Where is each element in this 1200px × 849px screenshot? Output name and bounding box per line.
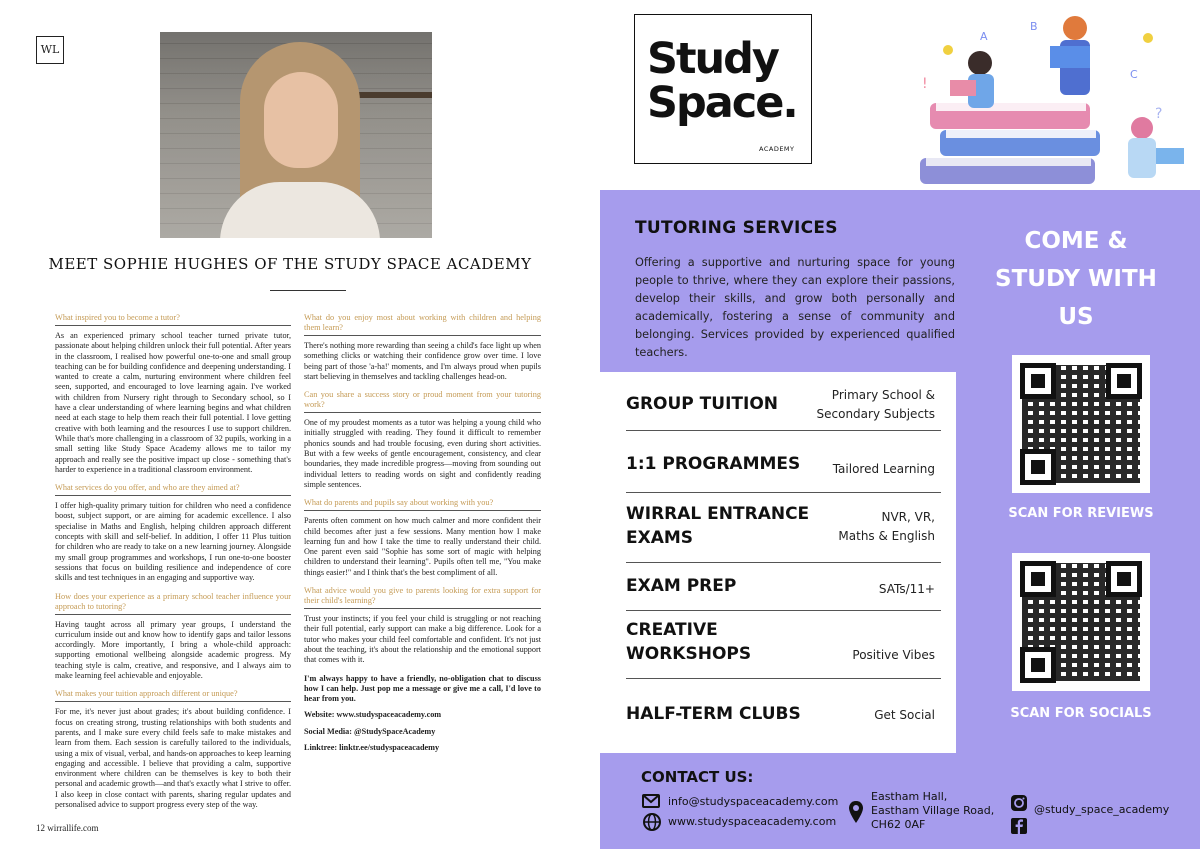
service-item [626,572,941,611]
svg-text:C: C [1130,68,1138,81]
brand-subtitle: ACADEMY [759,145,795,153]
svg-text:A: A [980,30,988,43]
service-description: SATs/11+ [878,582,935,596]
brand-word-2: Space. [647,78,797,128]
question-heading: What do you enjoy most about working with children and helping them learn? [304,313,541,336]
question-heading: How does your experience as a primary school teacher influence your approach to tutoring? [55,592,291,615]
question-heading: What inspired you to become a tutor? [55,313,291,326]
svg-text:B: B [1030,20,1038,33]
answer-text: One of my proudest moments as a tutor was helping a young child who initially struggled with reading. They found it difficult to remember phonics sounds and had trouble focusing, even during short activities. But with a few weeks of gentle encouragement, consistency, and clear boundaries, they made incredible progress—moving from sounding out individual letters to reading words on sight and confidently reading simple sentences. [304,418,541,489]
location-pin-icon [848,800,864,824]
answer-text: There's nothing more rewarding than seeing a child's face light up when something clicks or watching their confidence grow over time. I love being part of those 'a-ha!' moments, and I'm always proud when pupils start believing in themselves and tackling challenges head-on. [304,341,541,381]
service-description: Positive Vibes [852,648,935,662]
question-heading: What makes your tuition approach different or unique? [55,689,291,702]
service-name: CREATIVE WORKSHOPS [626,620,752,664]
answer-text: Parents often comment on how much calmer and more confident their child becomes after just a few sessions. Many mention how I make learning fun and how I take the time to really understand their child. One parent even said "Sophie has some sort of magic with helping children to understand their learning". Pupils often tell me, "You make things easier!" and I think that's the best compliment of all. [304,516,541,577]
reviews-qr-code[interactable] [1012,355,1150,493]
service-description: Tailored Learning [832,462,935,476]
answer-text: As an experienced primary school teacher turned private tutor, passionate about helping children unlock their full potential. After years in the classroom, I realised how powerful one-to-one and small group teaching can be for building confidence and deepening understanding. I wanted to create a calm, nurturing environment where children feel seen, supported, and encouraged to love learning again. I've worked with children from Nursery right through to Secondary school, so I have a clear understanding of where learning begins and what children need at each stage to help them reach their full potential. I love getting creative with both learning and the resources I use to support children. While that's more challenging in a classroom of 32 pupils, working in a small setting like Study Space Academy allows me to tailor my approach and really see the positive impact up close - something that's harder to experience in a traditional classroom environment. [55,331,291,474]
question-heading: What advice would you give to parents looking for extra support for their child's learning? [304,586,541,609]
service-name: 1:1 PROGRAMMES [626,454,801,474]
linktree-line: Linktree: linktr.ee/studyspaceacademy [304,743,440,753]
article-title: MEET SOPHIE HUGHES OF THE STUDY SPACE ACADEMY [48,255,532,273]
email-text[interactable]: info@studyspaceacademy.com [668,795,839,808]
tutoring-title: TUTORING SERVICES [635,218,838,238]
contact-title: CONTACT US: [641,768,754,786]
socials-qr-code[interactable] [1012,553,1150,691]
magazine-logo: WL [36,36,64,64]
service-item [626,502,941,563]
service-description: Primary School & Secondary Subjects [816,388,935,421]
title-divider [270,290,346,291]
website-line: Website: www.studyspaceacademy.com [304,710,442,720]
right-page-advert [600,0,1200,849]
facebook-icon[interactable] [1010,817,1028,835]
article-column-2 [304,313,541,759]
instagram-handle[interactable]: @study_space_academy [1034,803,1170,816]
closing-text: I'm always happy to have a friendly, no-obligation chat to discuss how I can help. Just pop me a message or give me a call, I'd love to hear from you. [304,673,541,704]
question-heading: Can you share a success story or proud moment from your tutoring work? [304,390,541,413]
globe-icon [642,812,662,832]
service-name: WIRRAL ENTRANCE EXAMS [626,504,810,548]
answer-text: I offer high-quality primary tuition for children who need a confidence boost, subject support, or are aiming for academic excellence. I also specialise in Maths and English, helping children approach different concepts with skill and self-belief. In addition, I offer 11 Plus tuition for children who are ready to take on a new learning journey. Alongside my small group programmes and workshops, I run one-to-one booster sessions that focus on building resilience and independence of core skills and test techniques in an engaging and supportive way. [55,501,291,583]
answer-text: Trust your instincts; if you feel your child is struggling or not reaching their full potential, early support can make a big difference. Look for a tutor who makes your child feel comfortable and confident. It's not just about the teaching, it's about the relationship and the emotional support that comes with it. [304,614,541,665]
service-name: HALF-TERM CLUBS [626,704,801,724]
instagram-icon[interactable] [1010,794,1028,812]
answer-text: For me, it's never just about grades; it's about building confidence. I focus on creating strong, trusting relationships with both students and parents, and I make sure every child feels safe to make mistakes and learn from them. Each session is carefully tailored to the individuals, using a mix of visual, verbal, and hands-on approaches to keep learning engaging and accessible. I believe that providing a calm, supportive environment where children can be themselves is key to both their personal and academic growth—and that's exactly what I strive to offer. I also keep in close contact with parents, sharing regular updates and personalised advice to support progress every step of the way. [55,707,291,809]
portrait-photo [160,32,432,238]
reading-kids-illustration [920,8,1190,213]
svg-text:?: ? [1155,106,1163,122]
services-list [600,372,956,753]
address-text: Eastham Hall, Eastham Village Road, CH62 0AF [871,790,995,831]
scan-reviews-label: SCAN FOR REVIEWS [1008,506,1154,521]
question-heading: What services do you offer, and who are they aimed at? [55,483,291,496]
service-description: Get Social [874,708,935,722]
service-name: EXAM PREP [626,576,737,596]
brand-logo [634,14,812,164]
website-text[interactable]: www.studyspaceacademy.com [668,815,837,828]
come-study-heading: COME & STUDY WITH US [995,228,1157,330]
service-item [626,444,941,493]
service-item [626,384,941,431]
tutoring-description: Offering a supportive and nurturing space for young people to thrive, where they can explore their passions, develop their skills, and grow both personally and academically, fostering a sense of community and belonging. Services provided by experienced qualified teachers. [635,256,955,359]
question-heading: What do parents and pupils say about working with you? [304,498,541,511]
service-description: NVR, VR, Maths & English [838,510,935,543]
svg-text:!: ! [922,76,928,92]
service-item [626,702,941,730]
service-name: GROUP TUITION [626,394,779,414]
answer-text: Having taught across all primary year groups, I understand the curriculum inside out and know how to identify gaps and tailor lessons accordingly. More importantly, I bring a whole-child approach: supporting emotional wellbeing alongside academic progress. My teaching style is calm, creative, and responsive, and I always aim to make learning feel achievable and enjoyable. [55,619,291,681]
article-column-1 [55,313,291,818]
email-icon [642,794,660,808]
service-item [626,618,941,679]
page-number: 12 wirrallife.com [36,823,99,833]
scan-socials-label: SCAN FOR SOCIALS [1010,706,1152,721]
brand-word-1: Study [647,34,778,84]
social-line: Social Media: @StudySpaceAcademy [304,726,436,736]
